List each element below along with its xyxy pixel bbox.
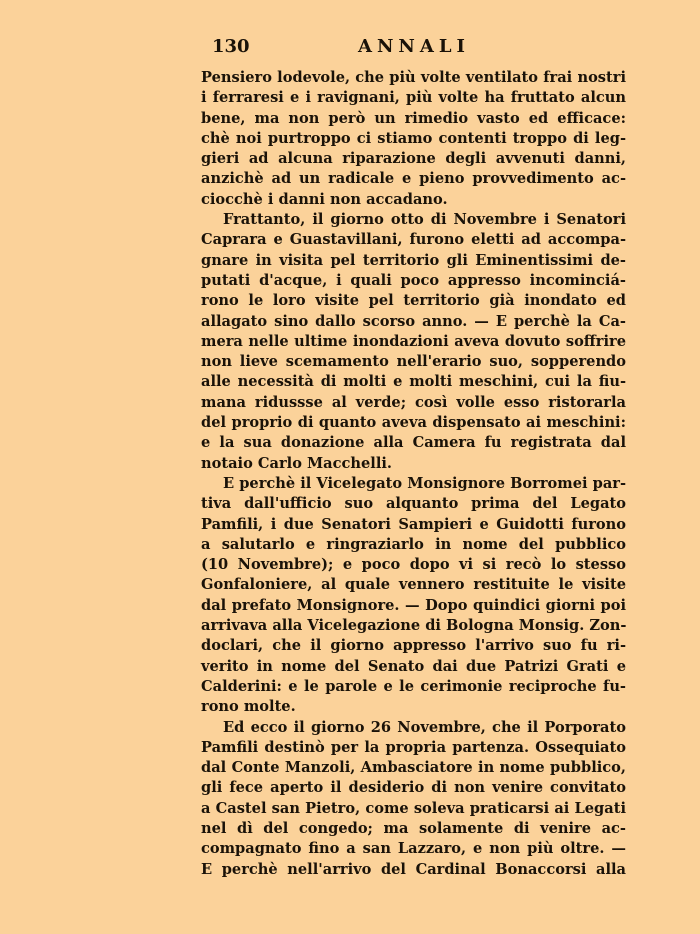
text-line: E perchè nell'arrivo del Cardinal Bonaccorsi alla — [201, 860, 626, 878]
text-line: mana ridussse al verde; così volle esso ristorarla — [201, 393, 626, 411]
text-line: doclari, che il giorno appresso l'arrivo suo fu ri- — [201, 637, 626, 655]
text-line: e la sua donazione alla Camera fu registrata dal — [201, 434, 626, 452]
text-line: gli fece aperto il desiderio di non venire convitato — [201, 779, 626, 797]
text-line: chè noi purtroppo ci stiamo contenti troppo di leg- — [201, 129, 626, 147]
page-header — [200, 36, 640, 60]
text-line: gieri ad alcuna riparazione degli avvenuti danni, — [201, 150, 626, 168]
text-line: Pamfili, i due Senatori Sampieri e Guidotti furono — [201, 515, 626, 533]
text-line: bene, ma non però un rimedio vasto ed efficace: — [201, 109, 626, 127]
running-title: ANNALI — [358, 36, 470, 57]
text-line: arrivava alla Vicelegazione di Bologna Monsig. Zon- — [201, 617, 627, 635]
text-line: non lieve scemamento nell'erario suo, sopperendo — [201, 353, 626, 371]
text-line: putati d'acque, i quali poco appresso incominciá- — [201, 271, 626, 289]
text-line: (10 Novembre); e poco dopo vi si recò lo stesso — [201, 556, 626, 574]
text-line: Pamfili destinò per la propria partenza. Ossequiato — [201, 738, 626, 756]
text-line: rono le loro visite pel territorio già inondato ed — [201, 292, 626, 310]
text-line: verito in nome del Senato dai due Patrizi Grati e — [201, 657, 626, 675]
text-line: mera nelle ultime inondazioni aveva dovuto soffrire — [201, 332, 626, 350]
text-line: ciocchè i danni non accadano. — [201, 190, 448, 208]
text-line: Calderini: e le parole e le cerimonie reciproche fu- — [201, 677, 626, 695]
text-line: nel dì del congedo; ma solamente di venire ac- — [201, 819, 626, 837]
text-line: i ferraresi e i ravignani, più volte ha fruttato alcun — [201, 89, 626, 107]
text-line: rono molte. — [201, 698, 296, 716]
body-text — [201, 68, 626, 880]
text-line: compagnato fino a san Lazzaro, e non più oltre. — — [201, 840, 626, 858]
page-number: 130 — [212, 36, 250, 57]
text-line: a Castel san Pietro, come soleva praticarsi ai Legati — [201, 799, 626, 817]
text-line: Ed ecco il giorno 26 Novembre, che il Porporato — [223, 718, 626, 736]
text-line: Gonfaloniere, al quale vennero restituite le visite — [201, 576, 626, 594]
text-line: anzichè ad un radicale e pieno provvedimento ac- — [201, 170, 626, 188]
text-line: tiva dall'ufficio suo alquanto prima del Legato — [201, 495, 626, 513]
text-line: gnare in visita pel territorio gli Eminentissimi de- — [201, 251, 626, 269]
text-line: a salutarlo e ringraziarlo in nome del pubblico — [201, 535, 626, 553]
text-line: Pensiero lodevole, che più volte ventilato frai nostri — [201, 69, 626, 86]
text-line: alle necessità di molti e molti meschini, cui la fiu- — [201, 373, 626, 391]
text-line: del proprio di quanto aveva dispensato ai meschini: — [201, 414, 626, 432]
text-line: dal prefato Monsignore. — Dopo quindici giorni poi — [201, 596, 626, 614]
text-line: E perchè il Vicelegato Monsignore Borromei par- — [223, 474, 627, 492]
text-line: allagato sino dallo scorso anno. — E perchè la Ca- — [201, 312, 626, 330]
text-line: dal Conte Manzoli, Ambasciatore in nome pubblico, — [201, 759, 626, 777]
text-line: notaio Carlo Macchelli. — [201, 454, 393, 472]
text-line: Frattanto, il giorno otto di Novembre i Senatori — [223, 211, 626, 229]
text-line: Caprara e Guastavillani, furono eletti ad accompa- — [201, 231, 626, 249]
